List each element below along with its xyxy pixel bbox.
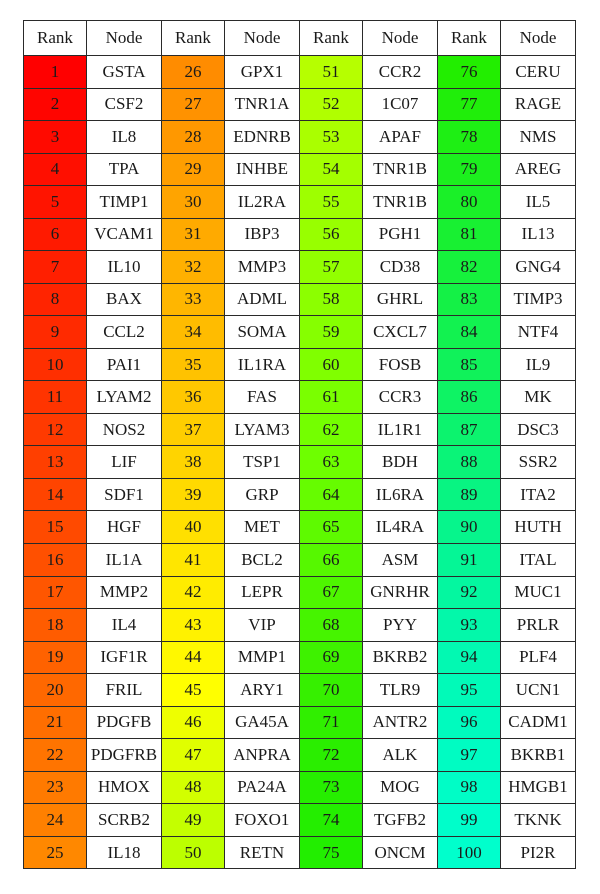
node-cell: MOG	[363, 771, 438, 804]
node-cell: IL9	[501, 348, 576, 381]
node-cell: PI2R	[501, 836, 576, 869]
rank-cell: 54	[300, 153, 363, 186]
rank-cell: 65	[300, 511, 363, 544]
rank-cell: 48	[162, 771, 225, 804]
node-cell: CSF2	[87, 88, 162, 121]
node-cell: MET	[225, 511, 300, 544]
rank-cell: 22	[24, 739, 87, 772]
node-cell: TNR1B	[363, 153, 438, 186]
node-cell: PDGFB	[87, 706, 162, 739]
node-cell: LIF	[87, 446, 162, 479]
rank-cell: 79	[438, 153, 501, 186]
node-cell: MUC1	[501, 576, 576, 609]
node-cell: IL5	[501, 186, 576, 219]
rank-cell: 7	[24, 251, 87, 284]
node-cell: PAI1	[87, 348, 162, 381]
node-cell: IL4	[87, 609, 162, 642]
node-cell: TNR1B	[363, 186, 438, 219]
node-cell: FOSB	[363, 348, 438, 381]
table-row	[24, 283, 576, 316]
rank-cell: 24	[24, 804, 87, 837]
node-cell: PRLR	[501, 609, 576, 642]
rank-cell: 74	[300, 804, 363, 837]
node-cell: TNR1A	[225, 88, 300, 121]
node-cell: IL1R1	[363, 413, 438, 446]
rank-cell: 77	[438, 88, 501, 121]
node-cell: TGFB2	[363, 804, 438, 837]
rank-cell: 71	[300, 706, 363, 739]
rank-cell: 31	[162, 218, 225, 251]
rank-cell: 60	[300, 348, 363, 381]
header-row	[24, 21, 576, 56]
table-row	[24, 674, 576, 707]
table-row	[24, 478, 576, 511]
rank-cell: 72	[300, 739, 363, 772]
rank-cell: 49	[162, 804, 225, 837]
rank-cell: 52	[300, 88, 363, 121]
node-cell: TSP1	[225, 446, 300, 479]
rank-cell: 47	[162, 739, 225, 772]
rank-cell: 25	[24, 836, 87, 869]
rank-cell: 57	[300, 251, 363, 284]
node-cell: LYAM3	[225, 413, 300, 446]
table-row	[24, 186, 576, 219]
rank-cell: 55	[300, 186, 363, 219]
table-row	[24, 804, 576, 837]
node-cell: PA24A	[225, 771, 300, 804]
rank-cell: 82	[438, 251, 501, 284]
rank-cell: 35	[162, 348, 225, 381]
rank-cell: 90	[438, 511, 501, 544]
header-rank: Rank	[438, 21, 501, 56]
table-row	[24, 316, 576, 349]
rank-cell: 93	[438, 609, 501, 642]
table-row	[24, 446, 576, 479]
node-cell: GNG4	[501, 251, 576, 284]
rank-cell: 20	[24, 674, 87, 707]
rank-cell: 97	[438, 739, 501, 772]
node-cell: 1C07	[363, 88, 438, 121]
node-cell: TKNK	[501, 804, 576, 837]
table-row	[24, 251, 576, 284]
rank-cell: 81	[438, 218, 501, 251]
table-row	[24, 641, 576, 674]
node-cell: GHRL	[363, 283, 438, 316]
header-node: Node	[225, 21, 300, 56]
rank-cell: 30	[162, 186, 225, 219]
rank-cell: 33	[162, 283, 225, 316]
rank-cell: 28	[162, 121, 225, 154]
node-cell: MMP2	[87, 576, 162, 609]
rank-cell: 58	[300, 283, 363, 316]
rank-cell: 53	[300, 121, 363, 154]
node-cell: TIMP3	[501, 283, 576, 316]
node-cell: GPX1	[225, 56, 300, 89]
node-cell: IBP3	[225, 218, 300, 251]
rank-cell: 56	[300, 218, 363, 251]
rank-cell: 85	[438, 348, 501, 381]
node-cell: IL1A	[87, 543, 162, 576]
node-cell: SSR2	[501, 446, 576, 479]
rank-cell: 5	[24, 186, 87, 219]
rank-table	[23, 20, 576, 869]
table-body	[24, 56, 576, 869]
node-cell: EDNRB	[225, 121, 300, 154]
node-cell: ANPRA	[225, 739, 300, 772]
node-cell: IL10	[87, 251, 162, 284]
node-cell: GA45A	[225, 706, 300, 739]
rank-cell: 84	[438, 316, 501, 349]
rank-cell: 99	[438, 804, 501, 837]
header-rank: Rank	[24, 21, 87, 56]
table-row	[24, 56, 576, 89]
rank-cell: 17	[24, 576, 87, 609]
node-cell: LEPR	[225, 576, 300, 609]
table-row	[24, 739, 576, 772]
rank-cell: 36	[162, 381, 225, 414]
table-row	[24, 771, 576, 804]
rank-cell: 94	[438, 641, 501, 674]
rank-cell: 21	[24, 706, 87, 739]
rank-cell: 1	[24, 56, 87, 89]
node-cell: NTF4	[501, 316, 576, 349]
node-cell: SOMA	[225, 316, 300, 349]
node-cell: BKRB1	[501, 739, 576, 772]
node-cell: ARY1	[225, 674, 300, 707]
node-cell: ADML	[225, 283, 300, 316]
node-cell: VIP	[225, 609, 300, 642]
node-cell: PLF4	[501, 641, 576, 674]
header-rank: Rank	[162, 21, 225, 56]
table-row	[24, 511, 576, 544]
rank-cell: 59	[300, 316, 363, 349]
node-cell: NOS2	[87, 413, 162, 446]
rank-cell: 18	[24, 609, 87, 642]
table-row	[24, 381, 576, 414]
rank-cell: 76	[438, 56, 501, 89]
header-node: Node	[363, 21, 438, 56]
rank-cell: 8	[24, 283, 87, 316]
rank-cell: 11	[24, 381, 87, 414]
rank-cell: 42	[162, 576, 225, 609]
rank-cell: 19	[24, 641, 87, 674]
rank-cell: 100	[438, 836, 501, 869]
node-cell: HGF	[87, 511, 162, 544]
rank-cell: 34	[162, 316, 225, 349]
node-cell: GSTA	[87, 56, 162, 89]
rank-cell: 15	[24, 511, 87, 544]
node-cell: IL2RA	[225, 186, 300, 219]
rank-cell: 95	[438, 674, 501, 707]
table-row	[24, 218, 576, 251]
node-cell: TPA	[87, 153, 162, 186]
rank-cell: 14	[24, 478, 87, 511]
rank-cell: 91	[438, 543, 501, 576]
node-cell: IGF1R	[87, 641, 162, 674]
node-cell: FOXO1	[225, 804, 300, 837]
rank-cell: 45	[162, 674, 225, 707]
node-cell: IL6RA	[363, 478, 438, 511]
rank-cell: 32	[162, 251, 225, 284]
node-cell: BDH	[363, 446, 438, 479]
node-cell: ITAL	[501, 543, 576, 576]
rank-cell: 37	[162, 413, 225, 446]
node-cell: ANTR2	[363, 706, 438, 739]
rank-cell: 40	[162, 511, 225, 544]
rank-cell: 92	[438, 576, 501, 609]
node-cell: CERU	[501, 56, 576, 89]
node-cell: GNRHR	[363, 576, 438, 609]
rank-cell: 3	[24, 121, 87, 154]
rank-cell: 9	[24, 316, 87, 349]
node-cell: SCRB2	[87, 804, 162, 837]
rank-cell: 44	[162, 641, 225, 674]
rank-cell: 78	[438, 121, 501, 154]
node-cell: HMGB1	[501, 771, 576, 804]
rank-cell: 75	[300, 836, 363, 869]
rank-cell: 13	[24, 446, 87, 479]
node-cell: GRP	[225, 478, 300, 511]
node-cell: CCR3	[363, 381, 438, 414]
rank-cell: 29	[162, 153, 225, 186]
rank-cell: 46	[162, 706, 225, 739]
node-cell: TIMP1	[87, 186, 162, 219]
rank-cell: 23	[24, 771, 87, 804]
rank-cell: 38	[162, 446, 225, 479]
node-cell: TLR9	[363, 674, 438, 707]
rank-cell: 89	[438, 478, 501, 511]
node-cell: UCN1	[501, 674, 576, 707]
rank-cell: 2	[24, 88, 87, 121]
node-cell: IL8	[87, 121, 162, 154]
rank-cell: 68	[300, 609, 363, 642]
table-row	[24, 121, 576, 154]
node-cell: LYAM2	[87, 381, 162, 414]
node-cell: PGH1	[363, 218, 438, 251]
node-cell: VCAM1	[87, 218, 162, 251]
node-cell: ALK	[363, 739, 438, 772]
node-cell: BKRB2	[363, 641, 438, 674]
rank-cell: 16	[24, 543, 87, 576]
node-cell: IL13	[501, 218, 576, 251]
rank-cell: 69	[300, 641, 363, 674]
rank-cell: 62	[300, 413, 363, 446]
node-cell: CCR2	[363, 56, 438, 89]
rank-cell: 50	[162, 836, 225, 869]
node-cell: MMP1	[225, 641, 300, 674]
rank-cell: 64	[300, 478, 363, 511]
node-cell: CCL2	[87, 316, 162, 349]
rank-cell: 39	[162, 478, 225, 511]
node-cell: MMP3	[225, 251, 300, 284]
header-node: Node	[501, 21, 576, 56]
rank-cell: 73	[300, 771, 363, 804]
rank-cell: 43	[162, 609, 225, 642]
rank-cell: 96	[438, 706, 501, 739]
node-cell: CD38	[363, 251, 438, 284]
rank-cell: 27	[162, 88, 225, 121]
rank-cell: 41	[162, 543, 225, 576]
rank-cell: 4	[24, 153, 87, 186]
node-cell: AREG	[501, 153, 576, 186]
table-row	[24, 348, 576, 381]
rank-cell: 63	[300, 446, 363, 479]
node-cell: ITA2	[501, 478, 576, 511]
table-row	[24, 576, 576, 609]
node-cell: MK	[501, 381, 576, 414]
node-cell: INHBE	[225, 153, 300, 186]
table-row	[24, 88, 576, 121]
rank-cell: 51	[300, 56, 363, 89]
node-cell: RAGE	[501, 88, 576, 121]
rank-cell: 10	[24, 348, 87, 381]
node-cell: SDF1	[87, 478, 162, 511]
node-cell: FAS	[225, 381, 300, 414]
node-cell: ASM	[363, 543, 438, 576]
node-cell: CADM1	[501, 706, 576, 739]
node-cell: FRIL	[87, 674, 162, 707]
node-cell: BAX	[87, 283, 162, 316]
node-cell: HUTH	[501, 511, 576, 544]
rank-cell: 83	[438, 283, 501, 316]
header-rank: Rank	[300, 21, 363, 56]
table-row	[24, 153, 576, 186]
rank-cell: 88	[438, 446, 501, 479]
table-row	[24, 543, 576, 576]
node-cell: IL1RA	[225, 348, 300, 381]
node-cell: CXCL7	[363, 316, 438, 349]
table-row	[24, 706, 576, 739]
rank-cell: 98	[438, 771, 501, 804]
node-cell: NMS	[501, 121, 576, 154]
rank-cell: 26	[162, 56, 225, 89]
table-row	[24, 609, 576, 642]
table-row	[24, 836, 576, 869]
node-cell: APAF	[363, 121, 438, 154]
table-row	[24, 413, 576, 446]
header-node: Node	[87, 21, 162, 56]
node-cell: RETN	[225, 836, 300, 869]
rank-cell: 87	[438, 413, 501, 446]
node-cell: IL18	[87, 836, 162, 869]
rank-cell: 80	[438, 186, 501, 219]
node-cell: PYY	[363, 609, 438, 642]
node-cell: HMOX	[87, 771, 162, 804]
node-cell: IL4RA	[363, 511, 438, 544]
rank-cell: 67	[300, 576, 363, 609]
node-cell: DSC3	[501, 413, 576, 446]
rank-cell: 12	[24, 413, 87, 446]
node-cell: BCL2	[225, 543, 300, 576]
node-cell: PDGFRB	[87, 739, 162, 772]
rank-cell: 66	[300, 543, 363, 576]
node-cell: ONCM	[363, 836, 438, 869]
rank-cell: 6	[24, 218, 87, 251]
rank-cell: 86	[438, 381, 501, 414]
rank-cell: 61	[300, 381, 363, 414]
rank-cell: 70	[300, 674, 363, 707]
